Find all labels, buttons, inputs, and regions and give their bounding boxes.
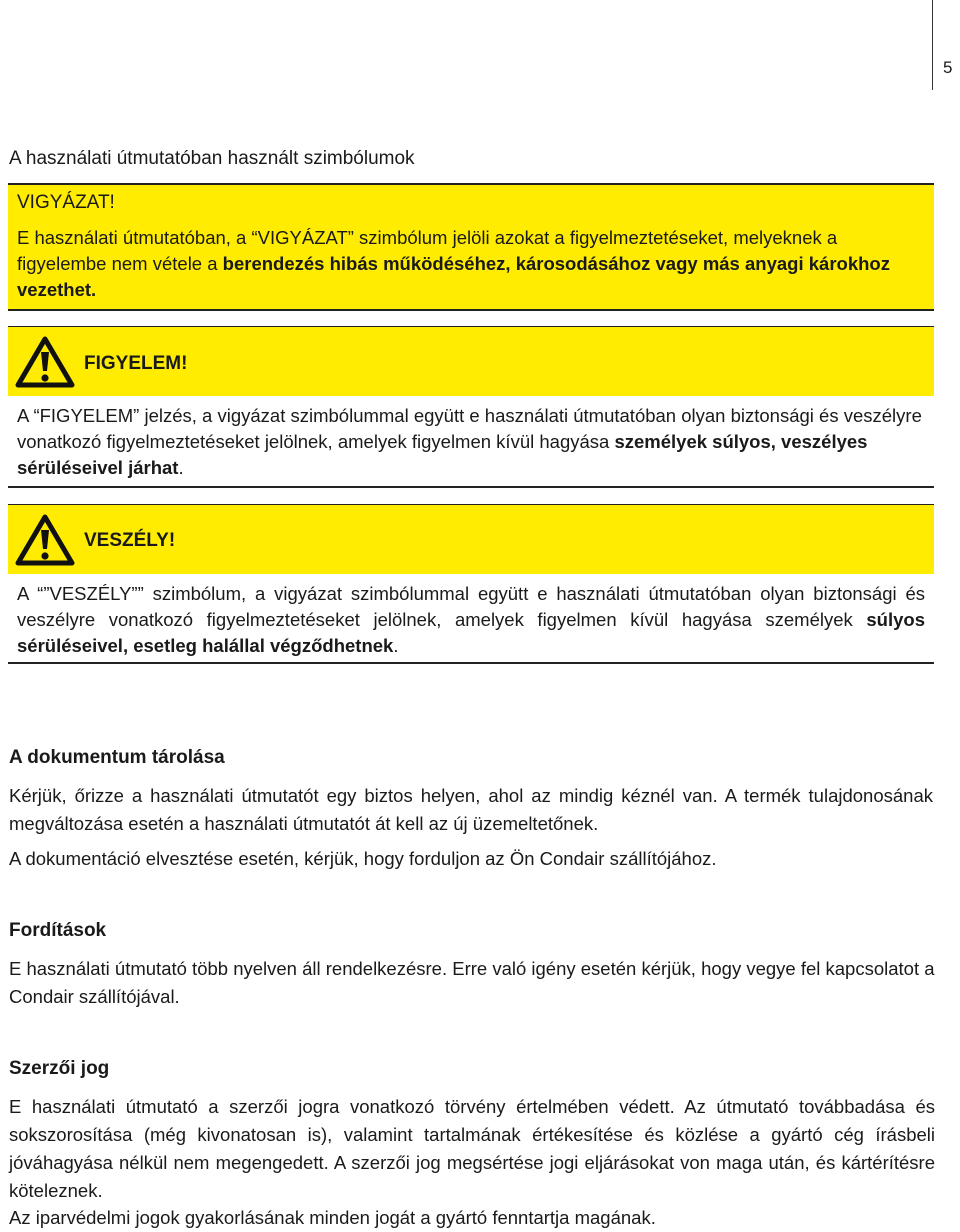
storage-paragraph-2: A dokumentáció elvesztése esetén, kérjük, hogy forduljon az Ön Condair szállítójához.	[9, 848, 717, 869]
section-title: A használati útmutatóban használt szimbólumok	[9, 148, 415, 169]
danger-text-end: .	[393, 635, 399, 656]
copyright-paragraph-2: Az iparvédelmi jogok gyakorlásának minden jogát a gyártó fenntartja magának.	[9, 1207, 656, 1228]
warning-text-bold: személyek súlyos, veszélyes sérüléseivel járhat	[17, 431, 868, 478]
storage-paragraph-1: Kérjük, őrizze a használati útmutatót egy biztos helyen, ahol az mindig kéznél van. A termék tulajdonosának megváltozása esetén a használati útmutatót át kell az új üzemeltetőnek.	[9, 785, 933, 834]
danger-bottom-rule	[8, 662, 934, 664]
page-number-divider	[932, 0, 933, 90]
page-number: 5	[943, 58, 953, 77]
danger-text	[17, 581, 925, 659]
caution-top-rule	[8, 183, 934, 185]
warning-text	[17, 403, 929, 481]
warning-text-plain: A “FIGYELEM” jelzés, a vigyázat szimbólummal együtt e használati útmutatóban olyan biztonsági és veszélyre vonatkozó figyelmeztetéseket jelölnek, amelyek figyelmen kívül hagyása	[17, 405, 922, 452]
caution-text	[17, 225, 929, 303]
caution-text-bold: berendezés hibás működéséhez, károsodásához vagy más anyagi károkhoz vezethet.	[17, 253, 890, 300]
warning-label: FIGYELEM!	[84, 353, 188, 374]
warning-bottom-rule	[8, 486, 934, 488]
copyright-paragraph-1: E használati útmutató a szerzői jogra vonatkozó törvény értelmében védett. Az útmutató továbbadása és sokszorosítása (még kivonatosan is), valamint tartalmának értékesítése és közlése a gyártó cég írásbeli jóváhagyása nélkül nem megengedett. A szerzői jog megsértése jogi eljárásokat von maga után, és kártérítésre köteleznek.	[9, 1096, 935, 1201]
translations-title: Fordítások	[9, 920, 107, 941]
danger-text-plain: A “”VESZÉLY”” szimbólum, a vigyázat szimbólummal együtt e használati útmutatóban olyan biztonsági és veszélyre vonatkozó figyelmeztetéseket jelölnek, amelyek figyelmen kívül hagyása személyek	[17, 583, 925, 630]
caution-bottom-rule	[8, 309, 934, 311]
danger-label: VESZÉLY!	[84, 530, 176, 551]
warning-text-end: .	[178, 457, 184, 478]
caution-text-plain: E használati útmutatóban, a “VIGYÁZAT” szimbólum jelöli azokat a figyelmeztetéseket, melyeknek a figyelembe nem vétele a	[17, 227, 838, 274]
storage-title: A dokumentum tárolása	[9, 747, 225, 768]
caution-label: VIGYÁZAT!	[17, 192, 115, 213]
translations-paragraph: E használati útmutató több nyelven áll rendelkezésre. Erre való igény esetén kérjük, hogy vegye fel kapcsolatot a Condair szállítójával.	[9, 958, 935, 1007]
danger-text-bold: súlyos sérüléseivel, esetleg halállal végződhetnek	[17, 609, 925, 656]
warning-triangle-icon	[15, 514, 75, 566]
copyright-title: Szerzői jog	[9, 1058, 110, 1079]
warning-triangle-icon	[15, 336, 75, 388]
